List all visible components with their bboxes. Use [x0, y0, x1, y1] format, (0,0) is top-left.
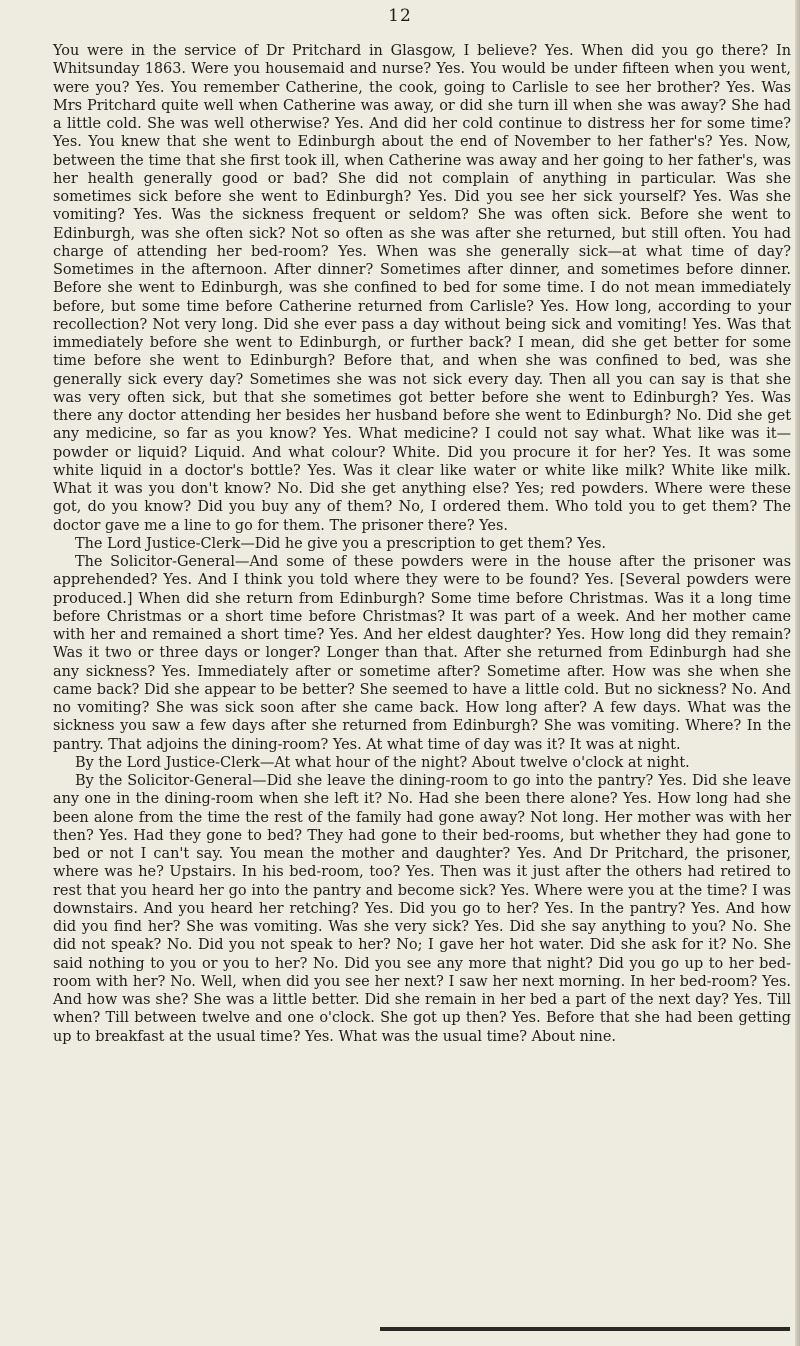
page-edge-shadow	[795, 0, 800, 1346]
paragraph-lord-justice-clerk-2: By the Lord Justice-Clerk—At what hour of the night? About twelve o'clock at night.	[75, 754, 690, 771]
page-number: 12	[388, 6, 412, 26]
paragraph-solicitor-general-2: By the Solicitor-General—Did she leave the dining-room to go into the pantry? Yes. Did she leave any one in the dining-room when she left it? No. Had she been there alone? Yes. How long had she been alone from the time the rest of the family had gone away? Not long. Her mother was with her then? Yes. Had they gone to bed? They had gone to their bed-rooms, but whether they had gone to bed or not I can't say. You mean the mother and daughter? Yes. And Dr Pritchard, the prisoner, where was he? Upstairs. In his bed-room, too? Yes. Then was it just after the others had retired to rest that you heard her go into the pantry and become sick? Yes. Where were you at the time? I was downstairs. And you heard her retching? Yes. Did you go to her? Yes. In the pantry? Yes. And how did you find her? She was vomiting. Was she very sick? Yes. Did she say anything to you? No. She did not speak? No. Did you not speak to her? No; I gave her hot water. Did she ask for it? No. She said nothing to you or you to her? No. Did you see any more that night? Did you go up to her bed-room with her? No. Well, when did you see her next? I saw her next morning. In her bed-room? Yes. And how was she? She was a little better. Did she remain in her bed a part of the next day? Yes. Till when? Till between twelve and one o'clock. She got up then? Yes. Before that she had been getting up to breakfast at the usual time? Yes. What was the usual time? About nine.	[53, 773, 791, 1045]
paragraph-lord-justice-clerk-1: The Lord Justice-Clerk—Did he give you a prescription to get them? Yes.	[75, 535, 607, 552]
bottom-rule	[380, 1327, 790, 1331]
paragraph-solicitor-general-1: The Solicitor-General—And some of these powders were in the house after the prisoner was apprehended? Yes. And I think you told where they were to be found? Yes. [Several powders were produced.] When did she return from Edinburgh? Some time before Christmas. Was it a long time before Christmas or a short time before Christmas? It was part of a week. And her mother came with her and remained a short time? Yes. And her eldest daughter? Yes. How long did they remain? Was it two or three days or longer? Longer than that. After she returned from Edinburgh had she any sickness? Yes. Immediately after or sometime after? Sometime after. How was she when she came back? Did she appear to be better? She seemed to have a little cold. But no sickness? No. And no vomiting? She was sick soon after she came back. How long after? A few days. What was the sickness you saw a few days after she returned from Edinburgh? She was vomiting. Where? In the pantry. That adjoins the dining-room? Yes. At what time of day was it? It was at night.	[53, 554, 791, 753]
body-text	[53, 42, 791, 1046]
paragraph-examination: You were in the service of Dr Pritchard in Glasgow, I believe? Yes. When did you go there? In Whitsunday 1863. Were you housemaid and nurse? Yes. You would be under fifteen when you went, were you? Yes. You remember Catherine, the cook, going to Carlisle to see her brother? Yes. Was Mrs Pritchard quite well when Catherine was away, or did she turn ill when she was away? She had a little cold. She was well otherwise? Yes. And did her cold continue to distress her for some time? Yes. You knew that she went to Edinburgh about the end of November to her father's? Yes. Now, between the time that she first took ill, when Catherine was away and her going to her father's, was her health generally good or bad? She did not complain of anything in particular. Was she sometimes sick before she went to Edinburgh? Yes. Did you see her sick yourself? Yes. Was she vomiting? Yes. Was the sickness frequent or seldom? She was often sick. Before she went to Edinburgh, was she often sick? Not so often as she was after she returned, but still often. You had charge of attending her bed-room? Yes. When was she generally sick—at what time of day? Sometimes in the afternoon. After dinner? Sometimes after dinner, and sometimes before dinner. Before she went to Edinburgh, was she confined to bed for some time. I do not mean immediately before, but some time before Catherine returned from Carlisle? Yes. How long, according to your recollection? Not very long. Did she ever pass a day without being sick and vomiting! Yes. Was that immediately before she went to Edinburgh, or further back? I mean, did she get better for some time before she went to Edinburgh? Before that, and when she was confined to bed, was she generally sick every day? Sometimes she was not sick every day. Then all you can say is that she was very often sick, but that she sometimes got better before she went to Edinburgh? Yes. Was there any doctor attending her besides her husband before she went to Edinburgh? No. Did she get any medicine, so far as you know? Yes. What medicine? I could not say what. What like was it—powder or liquid? Liquid. And what colour? White. Did you procure it for her? Yes. It was some white liquid in a doctor's bottle? Yes. Was it clear like water or white like milk? White like milk. What it was you don't know? No. Did she get anything else? Yes; red powders. Where were these got, do you know? Did you buy any of them? No, I ordered them. Who told you to get them? The doctor gave me a line to go for them. The prisoner there? Yes.	[53, 43, 791, 534]
